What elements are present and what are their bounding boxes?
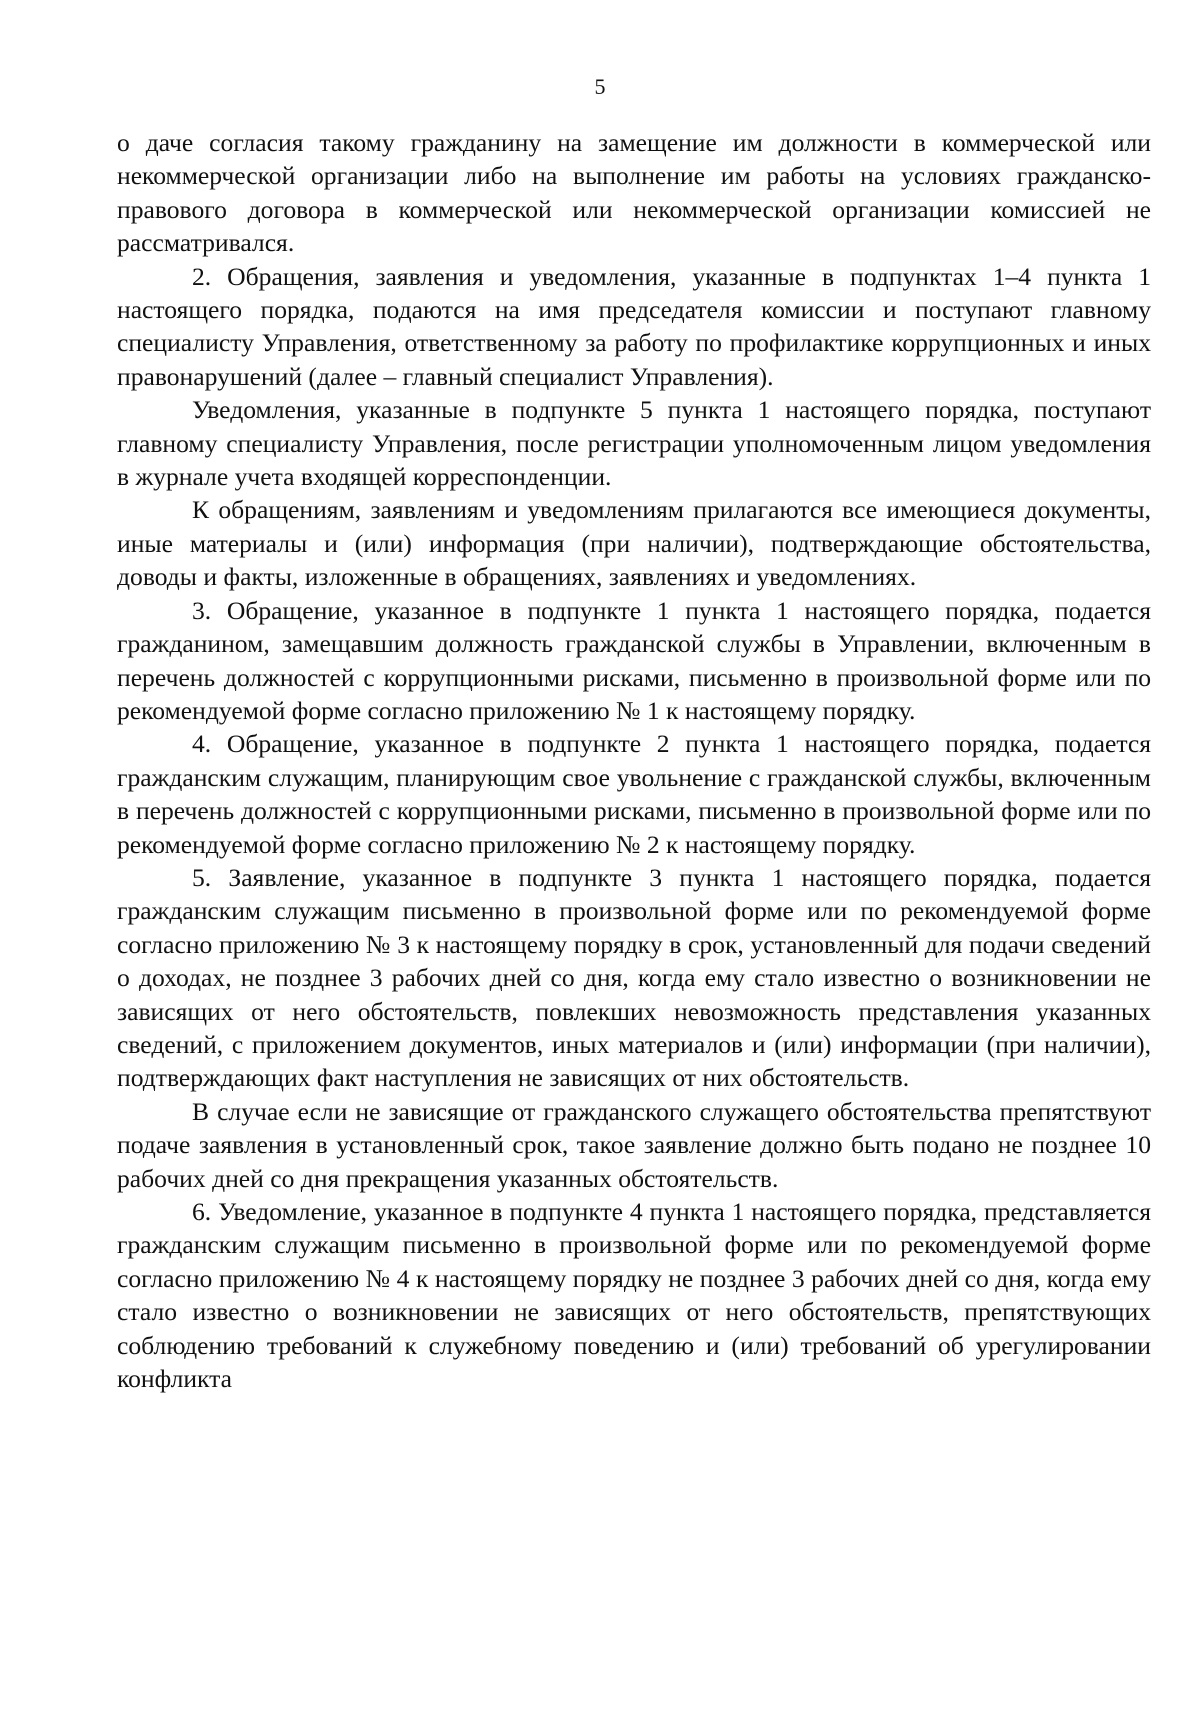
paragraph-8: В случае если не зависящие от гражданского служащего обстоятельства препятствуют подаче заявления в установленный срок, такое заявление должно быть подано не позднее 10 рабочих дней со дня прекращения указанных обстоятельств. <box>117 1096 1151 1193</box>
paragraph-6: 4. Обращение, указанное в подпункте 2 пункта 1 настоящего порядка, подается гражданским служащим, планирующим свое увольнение с гражданской службы, включенным в перечень должностей с коррупционными рисками, письменно в произвольной форме или по рекомендуемой форме согласно приложению № 2 к настоящему порядку. <box>117 729 1151 859</box>
paragraph-4: К обращениям, заявлениям и уведомлениям прилагаются все имеющиеся документы, иные материалы и (или) информация (при наличии), подтверждающие обстоятельства, доводы и факты, изложенные в обращениях, заявлениях и уведомлениях. <box>117 495 1151 592</box>
paragraph-1: о даче согласия такому гражданину на замещение им должности в коммерческой или некоммерческой организации либо на выполнение им работы на условиях гражданско-правового договора в коммерческой или некоммерческой организации комиссией не рассматривался. <box>117 128 1151 258</box>
paragraph-7: 5. Заявление, указанное в подпункте 3 пункта 1 настоящего порядка, подается гражданским служащим письменно в произвольной форме или по рекомендуемой форме согласно приложению № 3 к настоящему порядку в срок, установленный для подачи сведений о доходах, не позднее 3 рабочих дней со дня, когда ему стало известно о возникновении не зависящих от него обстоятельств, повлекших невозможность представления указанных сведений, с приложением документов, иных материалов и (или) информации (при наличии), подтверждающих факт наступления не зависящих от них обстоятельств. <box>117 862 1151 1093</box>
document-body <box>117 126 1151 1395</box>
paragraph-5: 3. Обращение, указанное в подпункте 1 пункта 1 настоящего порядка, подается гражданином, замещавшим должность гражданской службы в Управлении, включенным в перечень должностей с коррупционными рисками, письменно в произвольной форме или по рекомендуемой форме согласно приложению № 1 к настоящему порядку. <box>117 595 1151 725</box>
paragraph-2: 2. Обращения, заявления и уведомления, указанные в подпунктах 1–4 пункта 1 настоящего порядка, подаются на имя председателя комиссии и поступают главному специалисту Управления, ответственному за работу по профилактике коррупционных и иных правонарушений (далее – главный специалист Управления). <box>117 261 1151 391</box>
paragraph-3: Уведомления, указанные в подпункте 5 пункта 1 настоящего порядка, поступают главному специалисту Управления, после регистрации уполномоченным лицом уведомления в журнале учета входящей корреспонденции. <box>117 395 1151 492</box>
page-number: 5 <box>594 74 606 99</box>
paragraph-9: 6. Уведомление, указанное в подпункте 4 пункта 1 настоящего порядка, представляется гражданским служащим письменно в произвольной форме или по рекомендуемой форме согласно приложению № 4 к настоящему порядку не позднее 3 рабочих дней со дня, когда ему стало известно о возникновении не зависящих от него обстоятельств, препятствующих соблюдению требований к служебному поведению и (или) требований об урегулировании конфликта <box>117 1197 1151 1394</box>
